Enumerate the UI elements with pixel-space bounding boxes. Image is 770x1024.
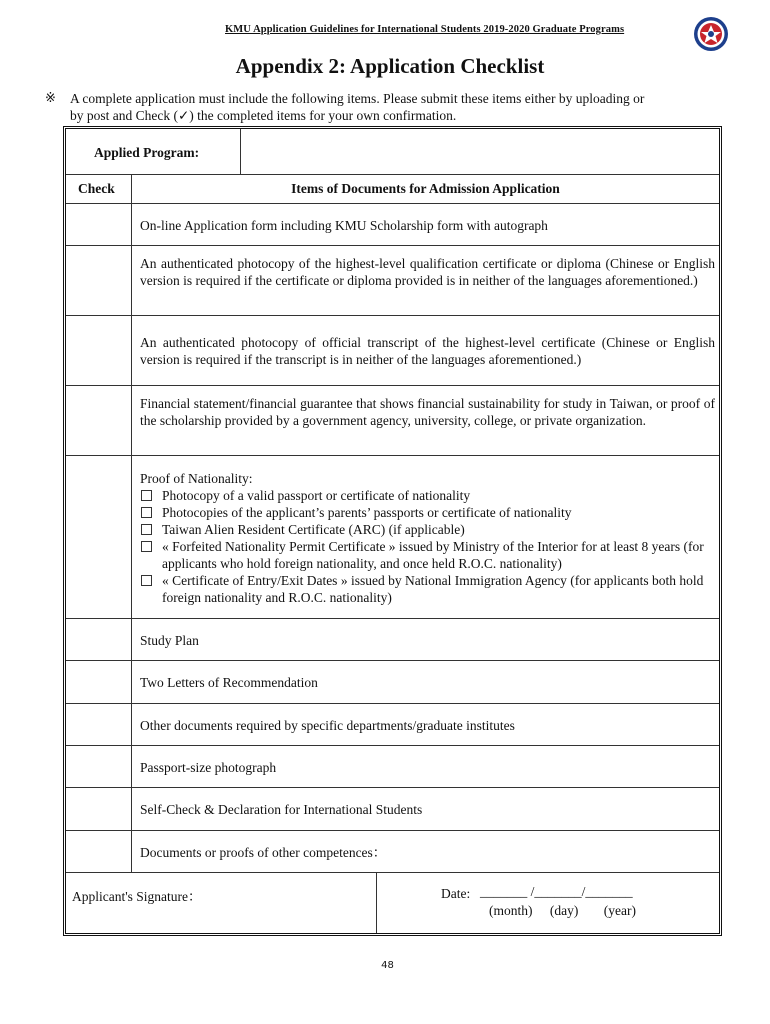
item-cell xyxy=(132,788,719,830)
signature-cell[interactable] xyxy=(66,873,377,933)
option-checkbox[interactable] xyxy=(141,524,152,535)
date-part-labels xyxy=(489,903,636,919)
page-header xyxy=(0,16,770,52)
item-text: An authenticated photocopy of the highest-level qualification certificate or diploma (Chinese or English version is required if the certificate or diploma provided is in neither of the languages aforementioned.) xyxy=(140,256,715,288)
applied-program-divider xyxy=(240,129,241,174)
table-row xyxy=(66,456,719,619)
option-label: « Certificate of Entry/Exit Dates » issued by National Immigration Agency (for applicants both hold foreign nationality and R.O.C. nationality) xyxy=(162,573,704,605)
item-text: Passport-size photograph xyxy=(140,760,277,775)
item-text: Self-Check & Declaration for International Students xyxy=(140,802,423,817)
signature-label: Applicant's Signature： xyxy=(72,889,202,904)
option-checkbox[interactable] xyxy=(141,507,152,518)
item-text: An authenticated photocopy of official transcript of the highest-level certificate (Chinese or English version is required if the transcript is in neither of the languages aforementioned.) xyxy=(140,335,715,367)
nationality-option xyxy=(140,487,715,504)
check-cell[interactable] xyxy=(66,788,132,830)
table-row xyxy=(66,746,719,788)
page-number: 48 xyxy=(381,960,394,971)
item-text: Documents or proofs of other competences： xyxy=(140,845,387,860)
signature-row xyxy=(66,873,719,933)
check-column-header xyxy=(66,175,132,203)
check-cell[interactable] xyxy=(66,386,132,455)
date-month-label: (month) xyxy=(489,903,533,918)
table-row xyxy=(66,788,719,831)
table-row xyxy=(66,386,719,456)
applied-program-field[interactable] xyxy=(242,129,719,174)
check-cell[interactable] xyxy=(66,246,132,315)
check-cell[interactable] xyxy=(66,661,132,703)
nationality-option xyxy=(140,572,715,606)
option-checkbox[interactable] xyxy=(141,541,152,552)
check-cell[interactable] xyxy=(66,619,132,660)
item-cell xyxy=(132,704,719,745)
date-year-label: (year) xyxy=(603,903,636,918)
option-checkbox[interactable] xyxy=(141,490,152,501)
option-label: Photocopies of the applicant’s parents’ passports or certificate of nationality xyxy=(162,505,572,520)
item-text: On-line Application form including KMU Scholarship form with autograph xyxy=(140,218,548,233)
table-row xyxy=(66,316,719,386)
reference-mark-icon: ※ xyxy=(45,91,56,106)
date-day-label: (day) xyxy=(549,903,579,918)
items-header-label: Items of Documents for Admission Application xyxy=(291,181,560,196)
option-label: Taiwan Alien Resident Certificate (ARC) (if applicable) xyxy=(162,522,465,537)
table-header-row xyxy=(66,175,719,204)
item-text: Proof of Nationality: xyxy=(140,471,253,486)
option-checkbox[interactable] xyxy=(141,575,152,586)
check-cell[interactable] xyxy=(66,316,132,385)
nationality-option xyxy=(140,538,715,572)
item-cell xyxy=(132,204,719,245)
item-cell xyxy=(132,386,719,455)
check-header-label: Check xyxy=(78,181,115,196)
nationality-option xyxy=(140,521,715,538)
item-cell xyxy=(132,661,719,703)
check-cell[interactable] xyxy=(66,746,132,787)
item-cell xyxy=(132,831,719,872)
table-row xyxy=(66,831,719,873)
item-text: Other documents required by specific departments/graduate institutes xyxy=(140,718,515,733)
items-column-header xyxy=(132,175,719,203)
option-label: « Forfeited Nationality Permit Certificate » issued by Ministry of the Interior for at least 8 years (for applicants who hold foreign nationality, and once held R.O.C. nationality) xyxy=(162,539,704,571)
item-cell xyxy=(132,456,719,618)
table-row xyxy=(66,704,719,746)
table-row xyxy=(66,246,719,316)
item-cell xyxy=(132,316,719,385)
item-cell xyxy=(132,746,719,787)
item-text: Study Plan xyxy=(140,633,199,648)
date-cell[interactable] xyxy=(377,873,719,933)
university-seal-icon xyxy=(693,16,729,52)
page-title: Appendix 2: Application Checklist xyxy=(235,54,545,78)
item-text: Financial statement/financial guarantee that shows financial sustainability for study in Taiwan, or proof of the scholarship provided by a government agency, university, college, or private organization. xyxy=(140,396,715,428)
intro-line-1: A complete application must include the following items. Please submit these items either by uploading or xyxy=(70,91,645,106)
date-blanks: _______ /_______/_______ xyxy=(480,884,633,899)
application-checklist-table xyxy=(63,126,722,936)
check-cell[interactable] xyxy=(66,456,132,618)
table-row xyxy=(66,661,719,704)
intro-line-2: by post and Check (✓) the completed items for your own confirmation. xyxy=(70,108,457,123)
check-cell[interactable] xyxy=(66,204,132,245)
check-cell[interactable] xyxy=(66,831,132,872)
option-label: Photocopy of a valid passport or certificate of nationality xyxy=(162,488,471,503)
applied-program-label: Applied Program: xyxy=(94,145,200,160)
nationality-options-list xyxy=(140,487,715,606)
item-cell xyxy=(132,619,719,660)
table-row xyxy=(66,204,719,246)
nationality-option xyxy=(140,504,715,521)
check-cell[interactable] xyxy=(66,704,132,745)
item-text: Two Letters of Recommendation xyxy=(140,675,318,690)
item-cell xyxy=(132,246,719,315)
date-label: Date: xyxy=(441,886,471,901)
header-title: KMU Application Guidelines for International Students 2019-2020 Graduate Programs xyxy=(225,24,625,35)
table-row xyxy=(66,619,719,661)
applied-program-row xyxy=(66,129,719,175)
